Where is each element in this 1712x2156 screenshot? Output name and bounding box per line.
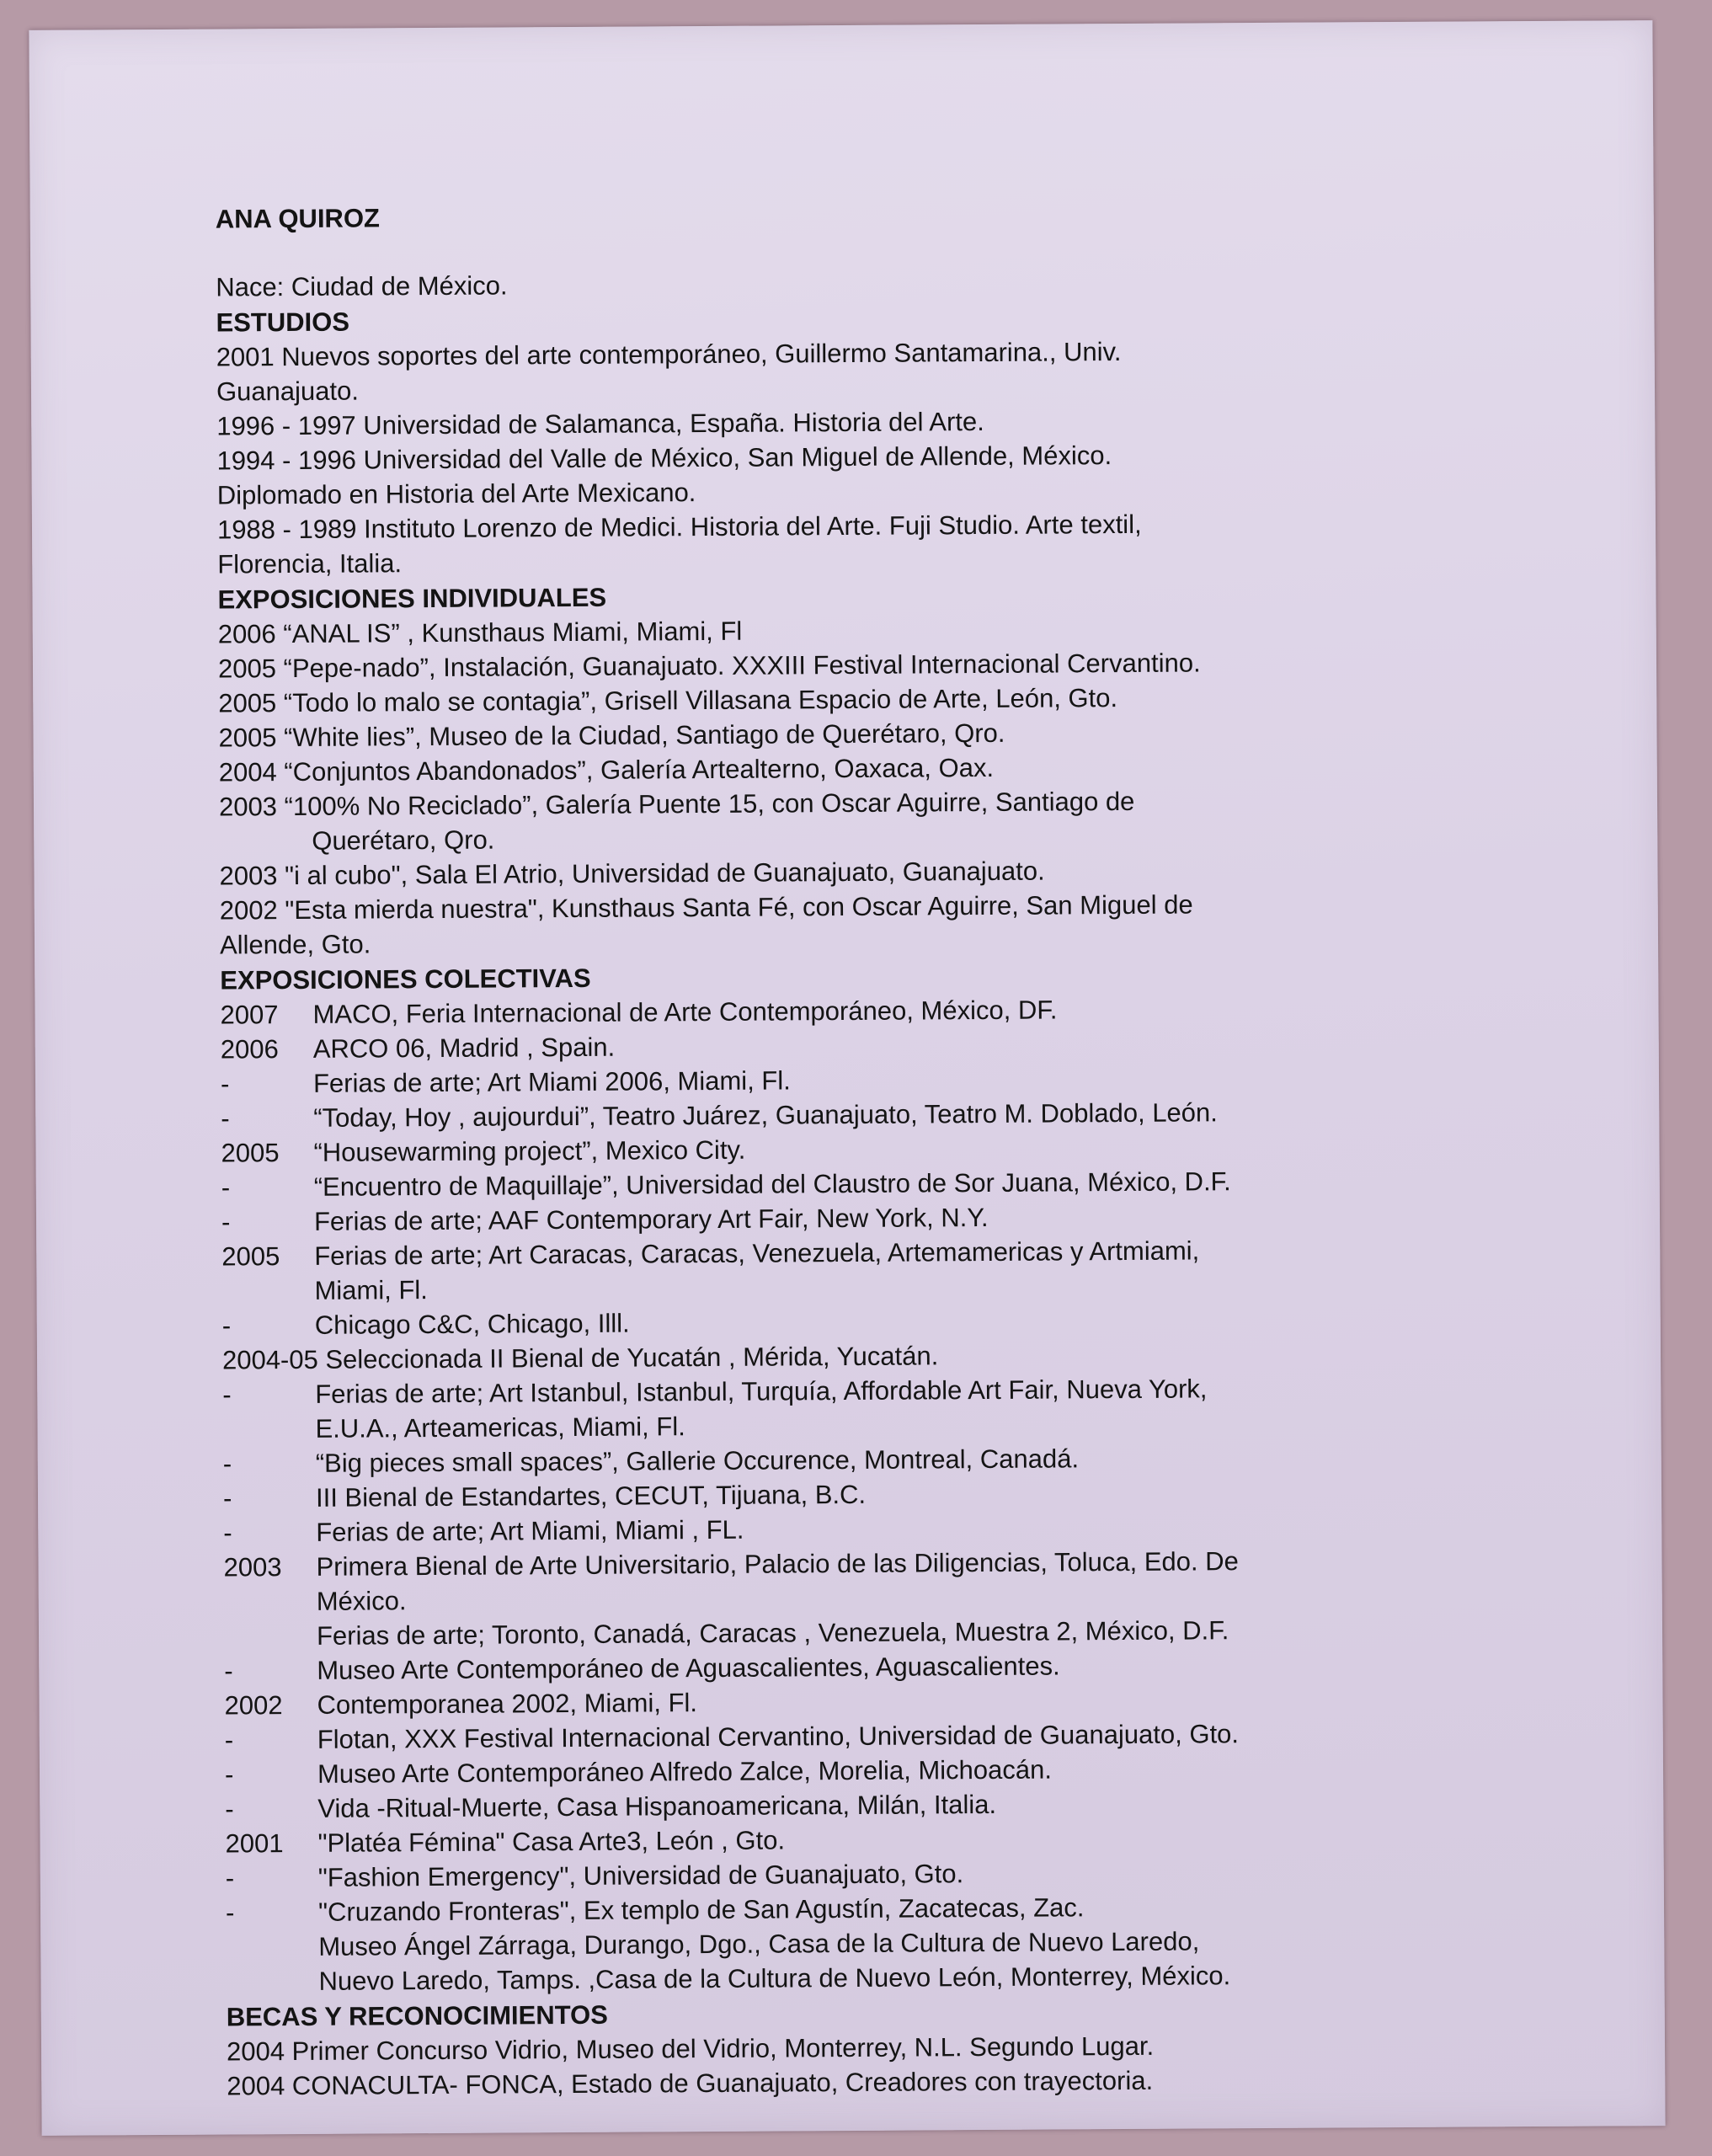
colectiva-year: - — [222, 1380, 232, 1410]
colectiva-text: Miami, Fl. — [314, 1275, 428, 1305]
colectiva-year: 2006 — [220, 1034, 279, 1065]
estudios-item-line: Guanajuato. — [216, 376, 360, 407]
estudios-item — [216, 435, 1496, 512]
colectiva-year: - — [221, 1310, 232, 1341]
colectiva-text: “Big pieces small spaces”, Gallerie Occurence, Montreal, Canadá. — [315, 1444, 1080, 1478]
colectiva-year: - — [225, 1897, 235, 1928]
colectiva-text: Ferias de arte; Art Miami, Miami , FL. — [316, 1514, 744, 1547]
individual-item — [220, 885, 1500, 962]
colectiva-text: III Bienal de Estandartes, CECUT, Tijuana, B.C. — [315, 1479, 867, 1513]
estudios-item-line: Florencia, Italia. — [217, 548, 403, 579]
becas-heading: BECAS Y RECONOCIMIENTOS — [226, 1999, 608, 2032]
colectiva-text: Museo Ángel Zárraga, Durango, Dgo., Casa de la Cultura de Nuevo Laredo, — [318, 1926, 1200, 1961]
colectiva-text: Ferias de arte; AAF Contemporary Art Fair, New York, N.Y. — [313, 1202, 989, 1236]
individual-item-line: Allende, Gto. — [219, 929, 371, 960]
colectiva-text: Ferias de arte; Art Miami 2006, Miami, Fl. — [312, 1065, 791, 1098]
colectiva-year: - — [221, 1103, 230, 1134]
estudios-item-line: 1996 - 1997 Universidad de Salamanca, España. Historia del Arte. — [216, 406, 984, 441]
individual-item: 2006 “ANAL IS” , Kunsthaus Miami, Miami, Fl — [217, 616, 743, 649]
colectiva-year: 2002 — [224, 1690, 283, 1721]
colectiva-year: - — [222, 1449, 232, 1479]
individual-item: 2005 “Pepe-nado”, Instalación, Guanajuato. XXXIII Festival Internacional Cervantino. — [217, 648, 1201, 684]
becas-list — [227, 2026, 1507, 2103]
colectiva-year: - — [225, 1863, 235, 1893]
becas-item: 2004 CONACULTA- FONCA, Estado de Guanajuato, Creadores con trayectoria. — [227, 2065, 1154, 2101]
estudios-item — [217, 504, 1497, 581]
colectiva-text: Museo Arte Contemporáneo Alfredo Zalce, Morelia, Michoacán. — [317, 1754, 1053, 1789]
colectiva-text: ARCO 06, Madrid , Spain. — [312, 1032, 616, 1064]
colectivas-list — [220, 990, 1506, 1999]
colectiva-text: “Encuentro de Maquillaje”, Universidad del Claustro de Sor Juana, México, D.F. — [313, 1166, 1231, 1202]
colectiva-year: 2007 — [220, 1000, 279, 1030]
individual-item-line: 2003 “100% No Reciclado”, Galería Puente 15, con Oscar Aguirre, Santiago de — [218, 786, 1135, 822]
cv-name: ANA QUIROZ — [215, 203, 381, 234]
colectiva-year: - — [220, 1069, 230, 1099]
individual-item: 2004 “Conjuntos Abandonados”, Galería Artealterno, Oaxaca, Oax. — [218, 752, 995, 787]
estudios-item-line: 1994 - 1996 Universidad del Valle de México, San Miguel de Allende, México. — [216, 440, 1112, 476]
colectiva-text: Chicago C&C, Chicago, Illl. — [314, 1308, 630, 1340]
colectiva-text: "Fashion Emergency", Universidad de Guanajuato, Gto. — [317, 1859, 964, 1892]
colectiva-row — [222, 1369, 1502, 1446]
colectiva-year: 2005 — [221, 1138, 280, 1168]
colectiva-year: - — [225, 1794, 234, 1824]
colectiva-text: Primera Bienal de Arte Universitario, Palacio de las Diligencias, Toluca, Edo. De — [316, 1546, 1239, 1582]
colectiva-year: - — [224, 1656, 233, 1686]
colectiva-row-full: 2004-05 Seleccionada II Bienal de Yucatán , Mérida, Yucatán. — [221, 1341, 939, 1375]
estudios-heading: ESTUDIOS — [216, 307, 350, 338]
colectiva-year: - — [222, 1483, 232, 1513]
colectiva-row — [221, 1231, 1501, 1308]
colectiva-year: - — [221, 1172, 231, 1203]
colectiva-text: Flotan, XXX Festival Internacional Cervantino, Universidad de Guanajuato, Gto. — [317, 1719, 1240, 1754]
colectiva-text: Vida -Ritual-Muerte, Casa Hispanoamericana, Milán, Italia. — [317, 1789, 997, 1823]
estudios-item — [216, 332, 1496, 408]
colectiva-text: “Housewarming project”, Mexico City. — [313, 1134, 746, 1167]
individual-item-line: 2002 "Esta mierda nuestra", Kunsthaus Santa Fé, con Oscar Aguirre, San Miguel de — [219, 889, 1193, 926]
colectiva-year: - — [224, 1759, 234, 1790]
individual-item: 2003 "i al cubo", Sala El Atrio, Universidad de Guanajuato, Guanajuato. — [219, 856, 1045, 891]
colectiva-year: 2001 — [225, 1828, 284, 1859]
birth-line: Nace: Ciudad de México. — [216, 270, 508, 302]
colectiva-text: Nuevo Laredo, Tamps. ,Casa de la Cultura de Nuevo León, Monterrey, México. — [318, 1961, 1231, 1996]
individual-item-line: Querétaro, Qro. — [312, 825, 495, 856]
paper-sheet — [29, 20, 1665, 2136]
colectiva-year: 2005 — [221, 1241, 280, 1272]
colectiva-row — [223, 1542, 1503, 1619]
colectiva-text: E.U.A., Arteamericas, Miami, Fl. — [315, 1412, 685, 1444]
individuales-list — [218, 609, 1500, 962]
individual-item: 2005 “Todo lo malo se contagia”, Grisell Villasana Espacio de Arte, León, Gto. — [218, 683, 1118, 718]
estudios-list — [216, 332, 1498, 581]
colectiva-year: 2003 — [223, 1552, 282, 1582]
colectiva-text: Contemporanea 2002, Miami, Fl. — [317, 1688, 698, 1720]
becas-item: 2004 Primer Concurso Vidrio, Museo del Vidrio, Monterrey, N.L. Segundo Lugar. — [226, 2031, 1155, 2067]
colectiva-text: MACO, Feria Internacional de Arte Contemporáneo, México, DF. — [312, 995, 1058, 1029]
colectiva-year: - — [224, 1725, 234, 1755]
colectivas-heading: EXPOSICIONES COLECTIVAS — [220, 963, 591, 995]
estudios-item-line: 2001 Nuevos soportes del arte contemporáneo, Guillermo Santamarina., Univ. — [216, 336, 1122, 372]
cv-document — [216, 194, 1507, 2103]
individual-item — [219, 782, 1499, 858]
colectiva-text: Ferias de arte; Toronto, Canadá, Caracas , Venezuela, Muestra 2, México, D.F. — [316, 1615, 1229, 1651]
estudios-item-line: 1988 - 1989 Instituto Lorenzo de Medici. Historia del Arte. Fuji Studio. Arte textil, — [216, 509, 1142, 545]
colectiva-text: “Today, Hoy , aujourdui”, Teatro Juárez, Guanajuato, Teatro M. Doblado, León. — [313, 1097, 1218, 1133]
colectiva-year — [224, 1619, 317, 1620]
colectiva-row — [226, 1887, 1507, 1999]
estudios-item-line: Diplomado en Historia del Arte Mexicano. — [216, 478, 696, 510]
colectiva-text: Ferias de arte; Art Caracas, Caracas, Venezuela, Artemamericas y Artmiami, — [314, 1235, 1200, 1271]
colectiva-text: Ferias de arte; Art Istanbul, Istanbul, Turquía, Affordable Art Fair, Nueva York, — [315, 1374, 1208, 1409]
individual-item: 2005 “White lies”, Museo de la Ciudad, Santiago de Querétaro, Qro. — [218, 718, 1005, 753]
colectiva-text: México. — [316, 1586, 407, 1616]
individuales-heading: EXPOSICIONES INDIVIDUALES — [217, 582, 607, 615]
colectiva-year: - — [223, 1518, 232, 1548]
colectiva-text: "Cruzando Fronteras", Ex templo de San Agustín, Zacatecas, Zac. — [317, 1892, 1085, 1927]
colectiva-text: Museo Arte Contemporáneo de Aguascalientes, Aguascalientes. — [317, 1651, 1060, 1685]
colectiva-text: "Platéa Fémina" Casa Arte3, León , Gto. — [317, 1825, 786, 1858]
colectiva-year: - — [221, 1207, 231, 1237]
